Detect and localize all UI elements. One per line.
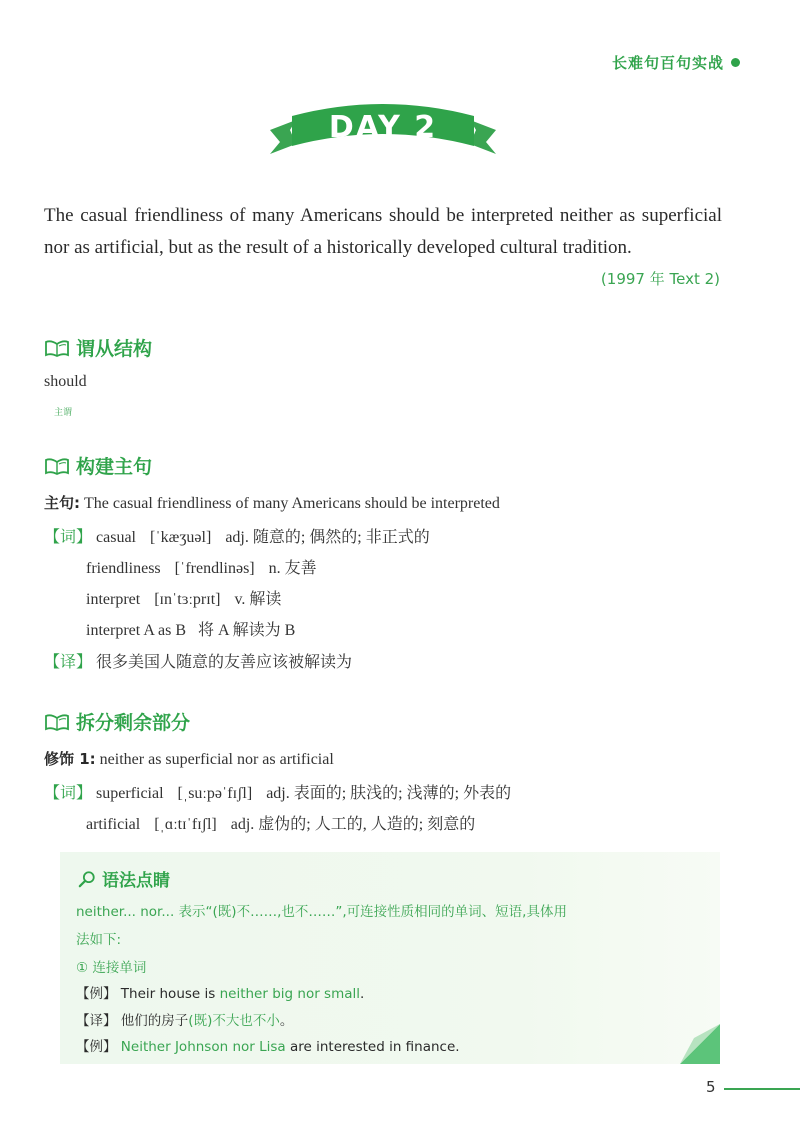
book-icon <box>44 712 70 732</box>
example-tag: 【例】 <box>76 1039 117 1055</box>
page-number: 5 <box>706 1078 716 1096</box>
section-heading-2 <box>44 452 152 479</box>
vocab-row <box>86 811 475 834</box>
example-row <box>76 982 364 1002</box>
example-end: . <box>360 986 365 1002</box>
vocab-meaning: 将 A 解读为 B <box>197 622 296 639</box>
grammar-intro-line1 <box>76 900 567 920</box>
main-sentence: The casual friendliness of many Americans should be interpreted neither as superficial nor as artificial, but as the result of a historically developed cultural tradition. <box>44 205 722 258</box>
vocab-phonetic: [ˌsuːpəˈfɪʃl] <box>177 785 253 802</box>
translation-text: 很多美国人随意的友善应该被解读为 <box>96 654 353 671</box>
modifier-label: 修饰 1: <box>44 750 96 768</box>
vocab-phonetic: [ɪnˈtɜːprɪt] <box>154 591 221 608</box>
example-text: are interested in finance. <box>289 1039 460 1055</box>
grammar-title-text: 语法点睛 <box>102 871 170 891</box>
vocab-row <box>44 780 511 803</box>
main-clause-text: The casual friendliness of many Americans should be interpreted <box>84 495 500 512</box>
vocab-row <box>86 617 295 640</box>
vocab-tag: 【词】 <box>44 527 93 546</box>
magnifier-icon <box>78 870 96 888</box>
vocab-word: artificial <box>86 816 141 833</box>
page-fold-icon <box>680 1024 720 1064</box>
translation-end: 。 <box>279 1013 294 1029</box>
vocab-row <box>86 555 317 578</box>
grammar-intro-line2: 法如下: <box>76 932 122 948</box>
grammar-keyword: neither... nor... <box>76 904 175 920</box>
vocab-meaning: adj. 虚伪的; 人工的, 人造的; 刻意的 <box>230 816 476 833</box>
page-rule <box>724 1088 800 1090</box>
example-text: Their house is <box>120 986 216 1002</box>
example-translation-row <box>76 1009 293 1029</box>
vocab-meaning: adj. 随意的; 偶然的; 非正式的 <box>225 529 430 546</box>
example-tag: 【例】 <box>76 986 117 1002</box>
vocab-meaning: v. 解读 <box>234 591 282 608</box>
running-header: 长难句百句实战 <box>611 54 724 72</box>
vocab-phonetic: [ˈfrendlinəs] <box>174 560 255 577</box>
grammar-intro-text: 表示“(既)不……,也不……”,可连接性质相同的单词、短语,具体用 <box>178 904 567 920</box>
vocab-word: interpret <box>86 591 141 608</box>
vocab-word: interpret A as B <box>86 622 186 639</box>
section-title-3: 拆分剩余部分 <box>76 712 191 734</box>
vocab-word: superficial <box>96 785 164 802</box>
vocab-meaning: adj. 表面的; 肤浅的; 浅薄的; 外表的 <box>266 785 512 802</box>
translation-text: 他们的房子 <box>120 1013 189 1029</box>
example-highlight: Neither Johnson nor Lisa <box>120 1039 286 1055</box>
vocab-word: casual <box>96 529 136 546</box>
vocab-word: friendliness <box>86 560 161 577</box>
sentence-source: (1997 年 Text 2) <box>600 270 720 288</box>
vocab-row <box>44 524 430 547</box>
modifier-text: neither as superficial nor as artificial <box>99 751 334 768</box>
modifier-line <box>44 748 334 769</box>
predicate-word: should <box>44 373 87 390</box>
grammar-box <box>60 852 720 1064</box>
book-icon <box>44 338 70 358</box>
translation-row <box>44 649 352 672</box>
grammar-title <box>78 866 170 891</box>
vocab-row <box>86 586 281 609</box>
day-label: DAY 2 <box>328 110 438 145</box>
vocab-meaning: n. 友善 <box>268 560 317 577</box>
section-title-2: 构建主句 <box>76 456 153 478</box>
translation-tag: 【译】 <box>76 1013 117 1029</box>
section-title-1: 谓从结构 <box>76 338 153 360</box>
predicate-label: 主谓 <box>54 408 73 418</box>
section-heading-3 <box>44 708 190 735</box>
day-banner <box>270 96 496 164</box>
vocab-phonetic: [ˈkæʒuəl] <box>150 529 212 546</box>
translation-tag: 【译】 <box>44 652 93 671</box>
vocab-tag: 【词】 <box>44 783 93 802</box>
example-row <box>76 1035 460 1055</box>
grammar-subhead: ① 连接单词 <box>76 960 147 976</box>
section-heading-1 <box>44 334 152 361</box>
translation-highlight: (既)不大也不小 <box>188 1013 280 1029</box>
main-clause-label: 主句: <box>44 494 80 512</box>
book-icon <box>44 456 70 476</box>
header-dot-icon <box>731 58 740 67</box>
example-highlight: neither big nor small <box>219 986 360 1002</box>
vocab-phonetic: [ˌɑːtɪˈfɪʃl] <box>154 816 217 833</box>
main-clause-line <box>44 492 500 513</box>
